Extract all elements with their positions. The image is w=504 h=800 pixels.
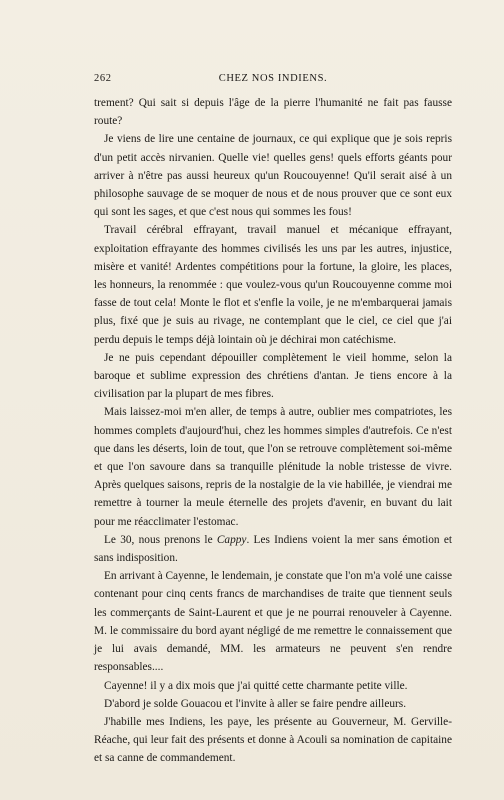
- paragraph: Travail cérébral effrayant, travail manuel et mécanique effrayant, exploitation effrayante des hommes civilisés les uns par les autres, injustice, misère et vanité! Ardentes compétitions pour la fortune, la gloire, les places, les honneurs, la renommée : que voulez-vous qu'un Roucouyenne comme moi fasse de tout cela! Monte le flot et s'enfle la voile, je ne m'embarquerai jamais plus, fixé que je suis au rivage, ne contemplant que le ciel, ce ciel que j'ai perdu depuis le temps déjà lointain où je déchirai mon catéchisme.: [94, 224, 452, 346]
- running-head: CHEZ NOS INDIENS.: [218, 73, 328, 84]
- paragraph: J'habille mes Indiens, les paye, les présente au Gouverneur, M. Gerville-Réache, qui leur fait des présents et donne à Acouli sa nomination de capitaine et sa canne de commandement.: [94, 715, 452, 765]
- paragraph-ship-departure: [94, 531, 452, 567]
- paragraph: Mais laissez-moi m'en aller, de temps à autre, oublier mes compatriotes, les hommes complets d'aujourd'hui, chez les hommes simples d'autrefois. Ce n'est que dans les déserts, loin de tout, que l'on se retrouve complètement soi-même et que l'on savoure dans sa tranquille plénitude la noble tristesse de vivre. Après quelques saisons, repris de la nostalgie de la vie habillée, je viendrai me remettre à tourner la meule éternelle des projets d'avenir, en buvant du lait pour me réacclimater l'estomac.: [94, 406, 452, 528]
- body-text: [94, 94, 452, 768]
- ship-paragraph-before: Le 30, nous prenons le: [104, 533, 217, 546]
- paragraph: Cayenne! il y a dix mois que j'ai quitté cette charmante petite ville.: [104, 679, 408, 692]
- ship-paragraph-after: . Les Indiens voient la mer sans émotion et sans indisposition.: [94, 533, 453, 565]
- page-number: 262: [94, 73, 112, 84]
- paragraph: Je ne puis cependant dépouiller complètement le vieil homme, selon la baroque et sublime expression des chrétiens d'antan. Je tiens encore à la civilisation par la plupart de mes fibres.: [94, 351, 452, 401]
- page-header: [94, 73, 452, 87]
- paragraph: D'abord je solde Gouacou et l'invite à aller se faire pendre ailleurs.: [104, 697, 407, 710]
- ship-name: Cappy: [216, 533, 247, 546]
- paragraph: trement? Qui sait si depuis l'âge de la pierre l'humanité ne fait pas fausse route?: [94, 97, 452, 128]
- paragraph: Je viens de lire une centaine de journaux, ce qui explique que je sois repris d'un petit accès nirvanien. Quelle vie! quelles gens! quels efforts géants pour arriver à n'être pas aussi heureux qu'un Roucouyenne! Qu'il serait aisé à un philosophe sauvage de se moquer de nous et de nous prouver que ce sont eux qui sont les sages, et que c'est nous qui sommes les fous!: [94, 133, 452, 219]
- paragraph: En arrivant à Cayenne, le lendemain, je constate que l'on m'a volé une caisse contenant pour cinq cents francs de marchandises de traite que tiennent seuls les commerçants de Saint-Laurent et que je ne pourrai renouveler à Cayenne. M. le commissaire du bord ayant négligé de me remettre le connaissement que je lui avais demandé, MM. les armateurs ne peuvent s'en rendre responsables....: [94, 570, 452, 674]
